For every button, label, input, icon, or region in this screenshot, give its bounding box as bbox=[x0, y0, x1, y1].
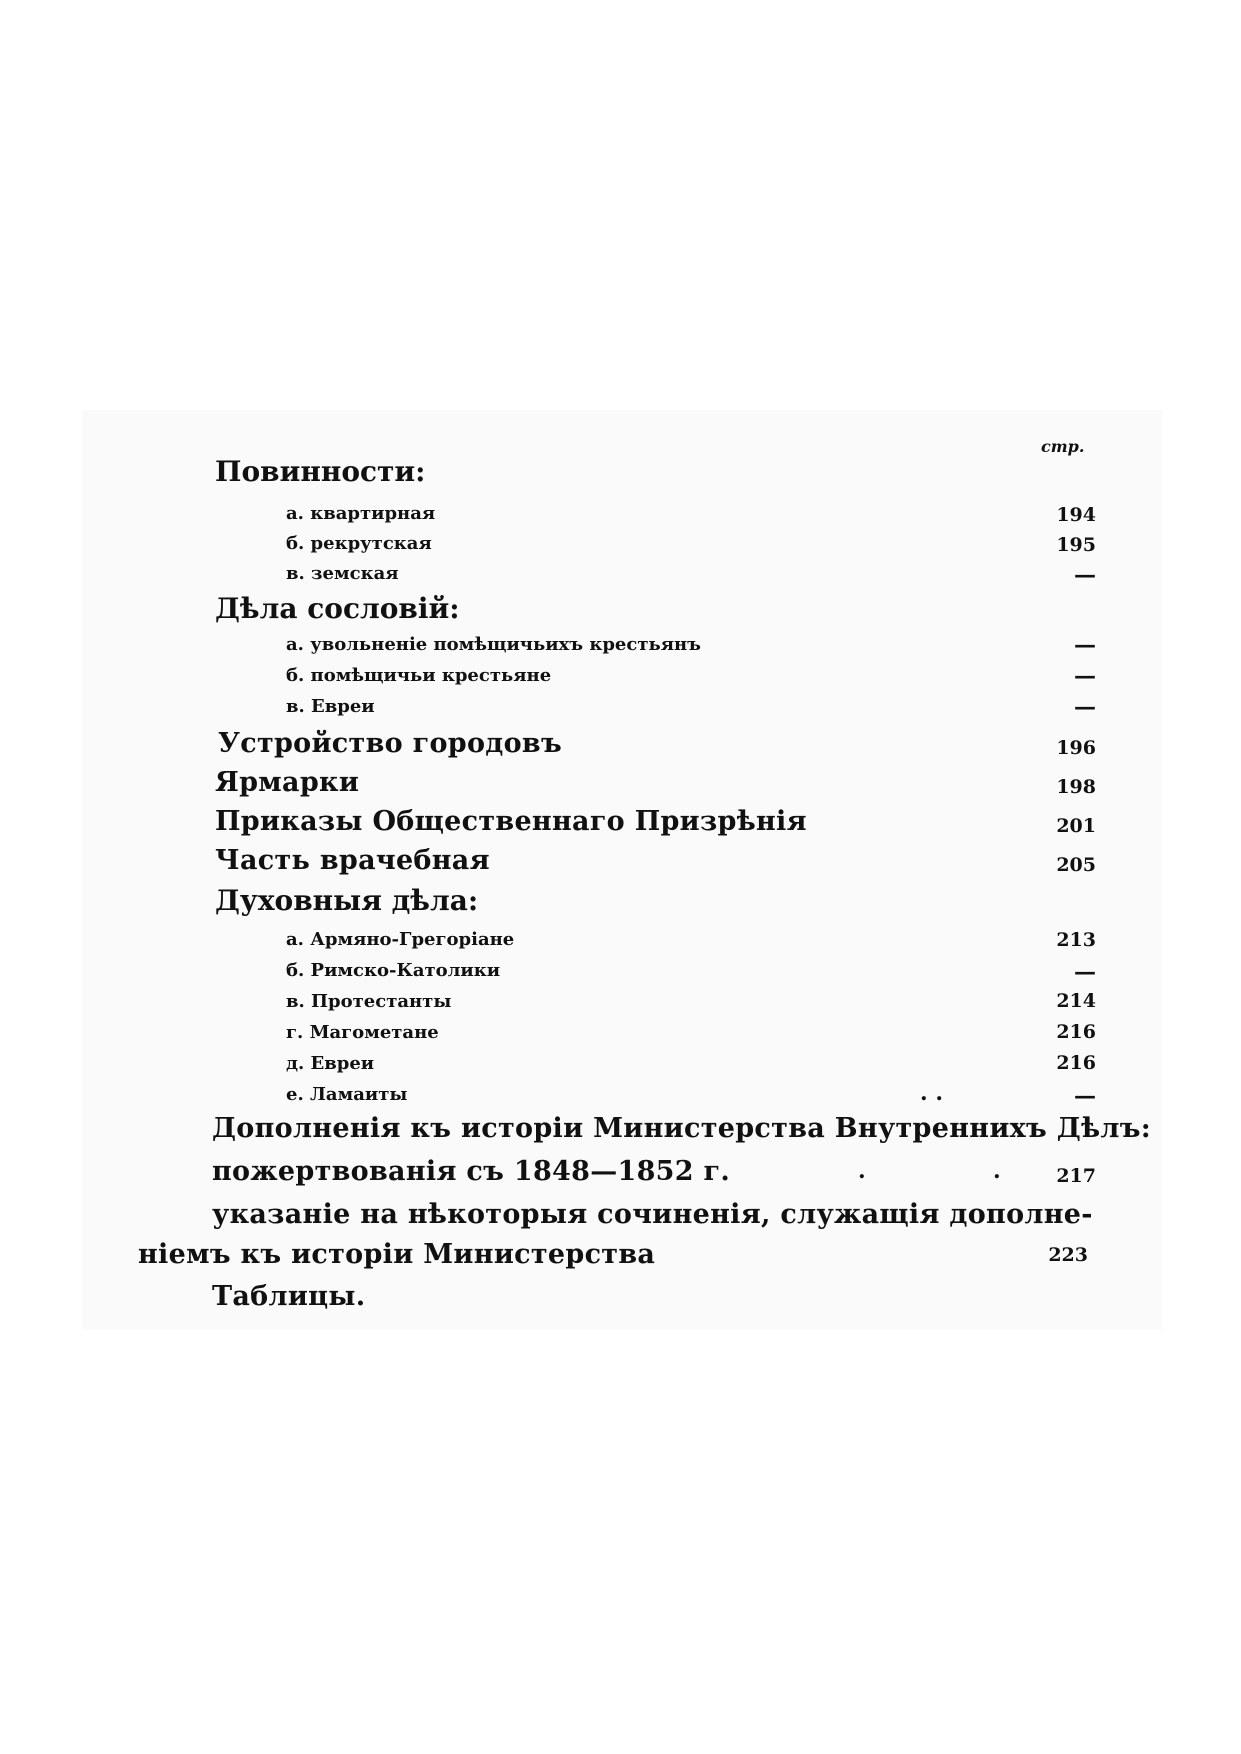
toc-entry: Устройство городовъ bbox=[218, 728, 562, 759]
page-number: — bbox=[1074, 1083, 1096, 1109]
page-number: 201 bbox=[1056, 815, 1096, 837]
page-number: 198 bbox=[1056, 776, 1096, 798]
page-number: — bbox=[1074, 694, 1096, 720]
page-number: — bbox=[1074, 562, 1096, 588]
page-number: 194 bbox=[1056, 504, 1096, 526]
subentry: в. Протестанты bbox=[286, 991, 452, 1012]
page-number: 214 bbox=[1056, 990, 1096, 1012]
subentry: в. земская bbox=[286, 563, 399, 584]
subentry: в. Евреи bbox=[286, 696, 375, 717]
subentry: б. рекрутская bbox=[286, 533, 432, 554]
page-number: 217 bbox=[1056, 1165, 1096, 1187]
page-number: 195 bbox=[1056, 534, 1096, 556]
page-number: 223 bbox=[1048, 1244, 1088, 1266]
subentry: г. Магометане bbox=[286, 1022, 439, 1043]
toc-entry: пожертвованія съ 1848—1852 г. bbox=[212, 1156, 731, 1187]
page-number: — bbox=[1074, 959, 1096, 985]
toc-entry: Таблицы. bbox=[212, 1281, 366, 1312]
page-number: — bbox=[1074, 663, 1096, 689]
toc-entry: Ярмарки bbox=[215, 767, 360, 798]
section-heading: Духовныя дѣла: bbox=[215, 884, 479, 917]
subentry: б. помѣщичьи крестьяне bbox=[286, 665, 552, 686]
subentry: е. Ламаиты bbox=[286, 1084, 408, 1105]
toc-entry: Часть врачебная bbox=[215, 845, 490, 876]
toc-entry: указаніе на нѣкоторыя сочиненія, служащія дополне- bbox=[212, 1199, 1093, 1230]
page-number: 216 bbox=[1056, 1052, 1096, 1074]
subentry: д. Евреи bbox=[286, 1053, 375, 1074]
section-heading: Дѣла сословій: bbox=[215, 592, 460, 625]
subentry: б. Римско-Католики bbox=[286, 960, 501, 981]
page-number: 205 bbox=[1056, 854, 1096, 876]
leader-dot: . bbox=[993, 1158, 1001, 1184]
subentry: а. квартирная bbox=[286, 503, 436, 524]
toc-entry: Дополненія къ исторіи Министерства Внутреннихъ Дѣлъ: bbox=[212, 1113, 1151, 1144]
page-number: 196 bbox=[1056, 737, 1096, 759]
leader-dots: . . bbox=[920, 1080, 943, 1106]
section-heading: Повинности: bbox=[215, 455, 426, 488]
page-number: 216 bbox=[1056, 1021, 1096, 1043]
toc-entry: Приказы Общественнаго Призрѣнія bbox=[215, 806, 807, 837]
leader-dot: . bbox=[858, 1158, 866, 1184]
subentry: а. Армяно-Грегоріане bbox=[286, 929, 515, 950]
subentry: а. увольненіе помѣщичьихъ крестьянъ bbox=[286, 634, 701, 655]
page-column-header: стр. bbox=[1041, 437, 1085, 456]
page-number: — bbox=[1074, 632, 1096, 658]
page-number: 213 bbox=[1056, 929, 1096, 951]
toc-entry: ніемъ къ исторіи Министерства bbox=[138, 1239, 656, 1270]
